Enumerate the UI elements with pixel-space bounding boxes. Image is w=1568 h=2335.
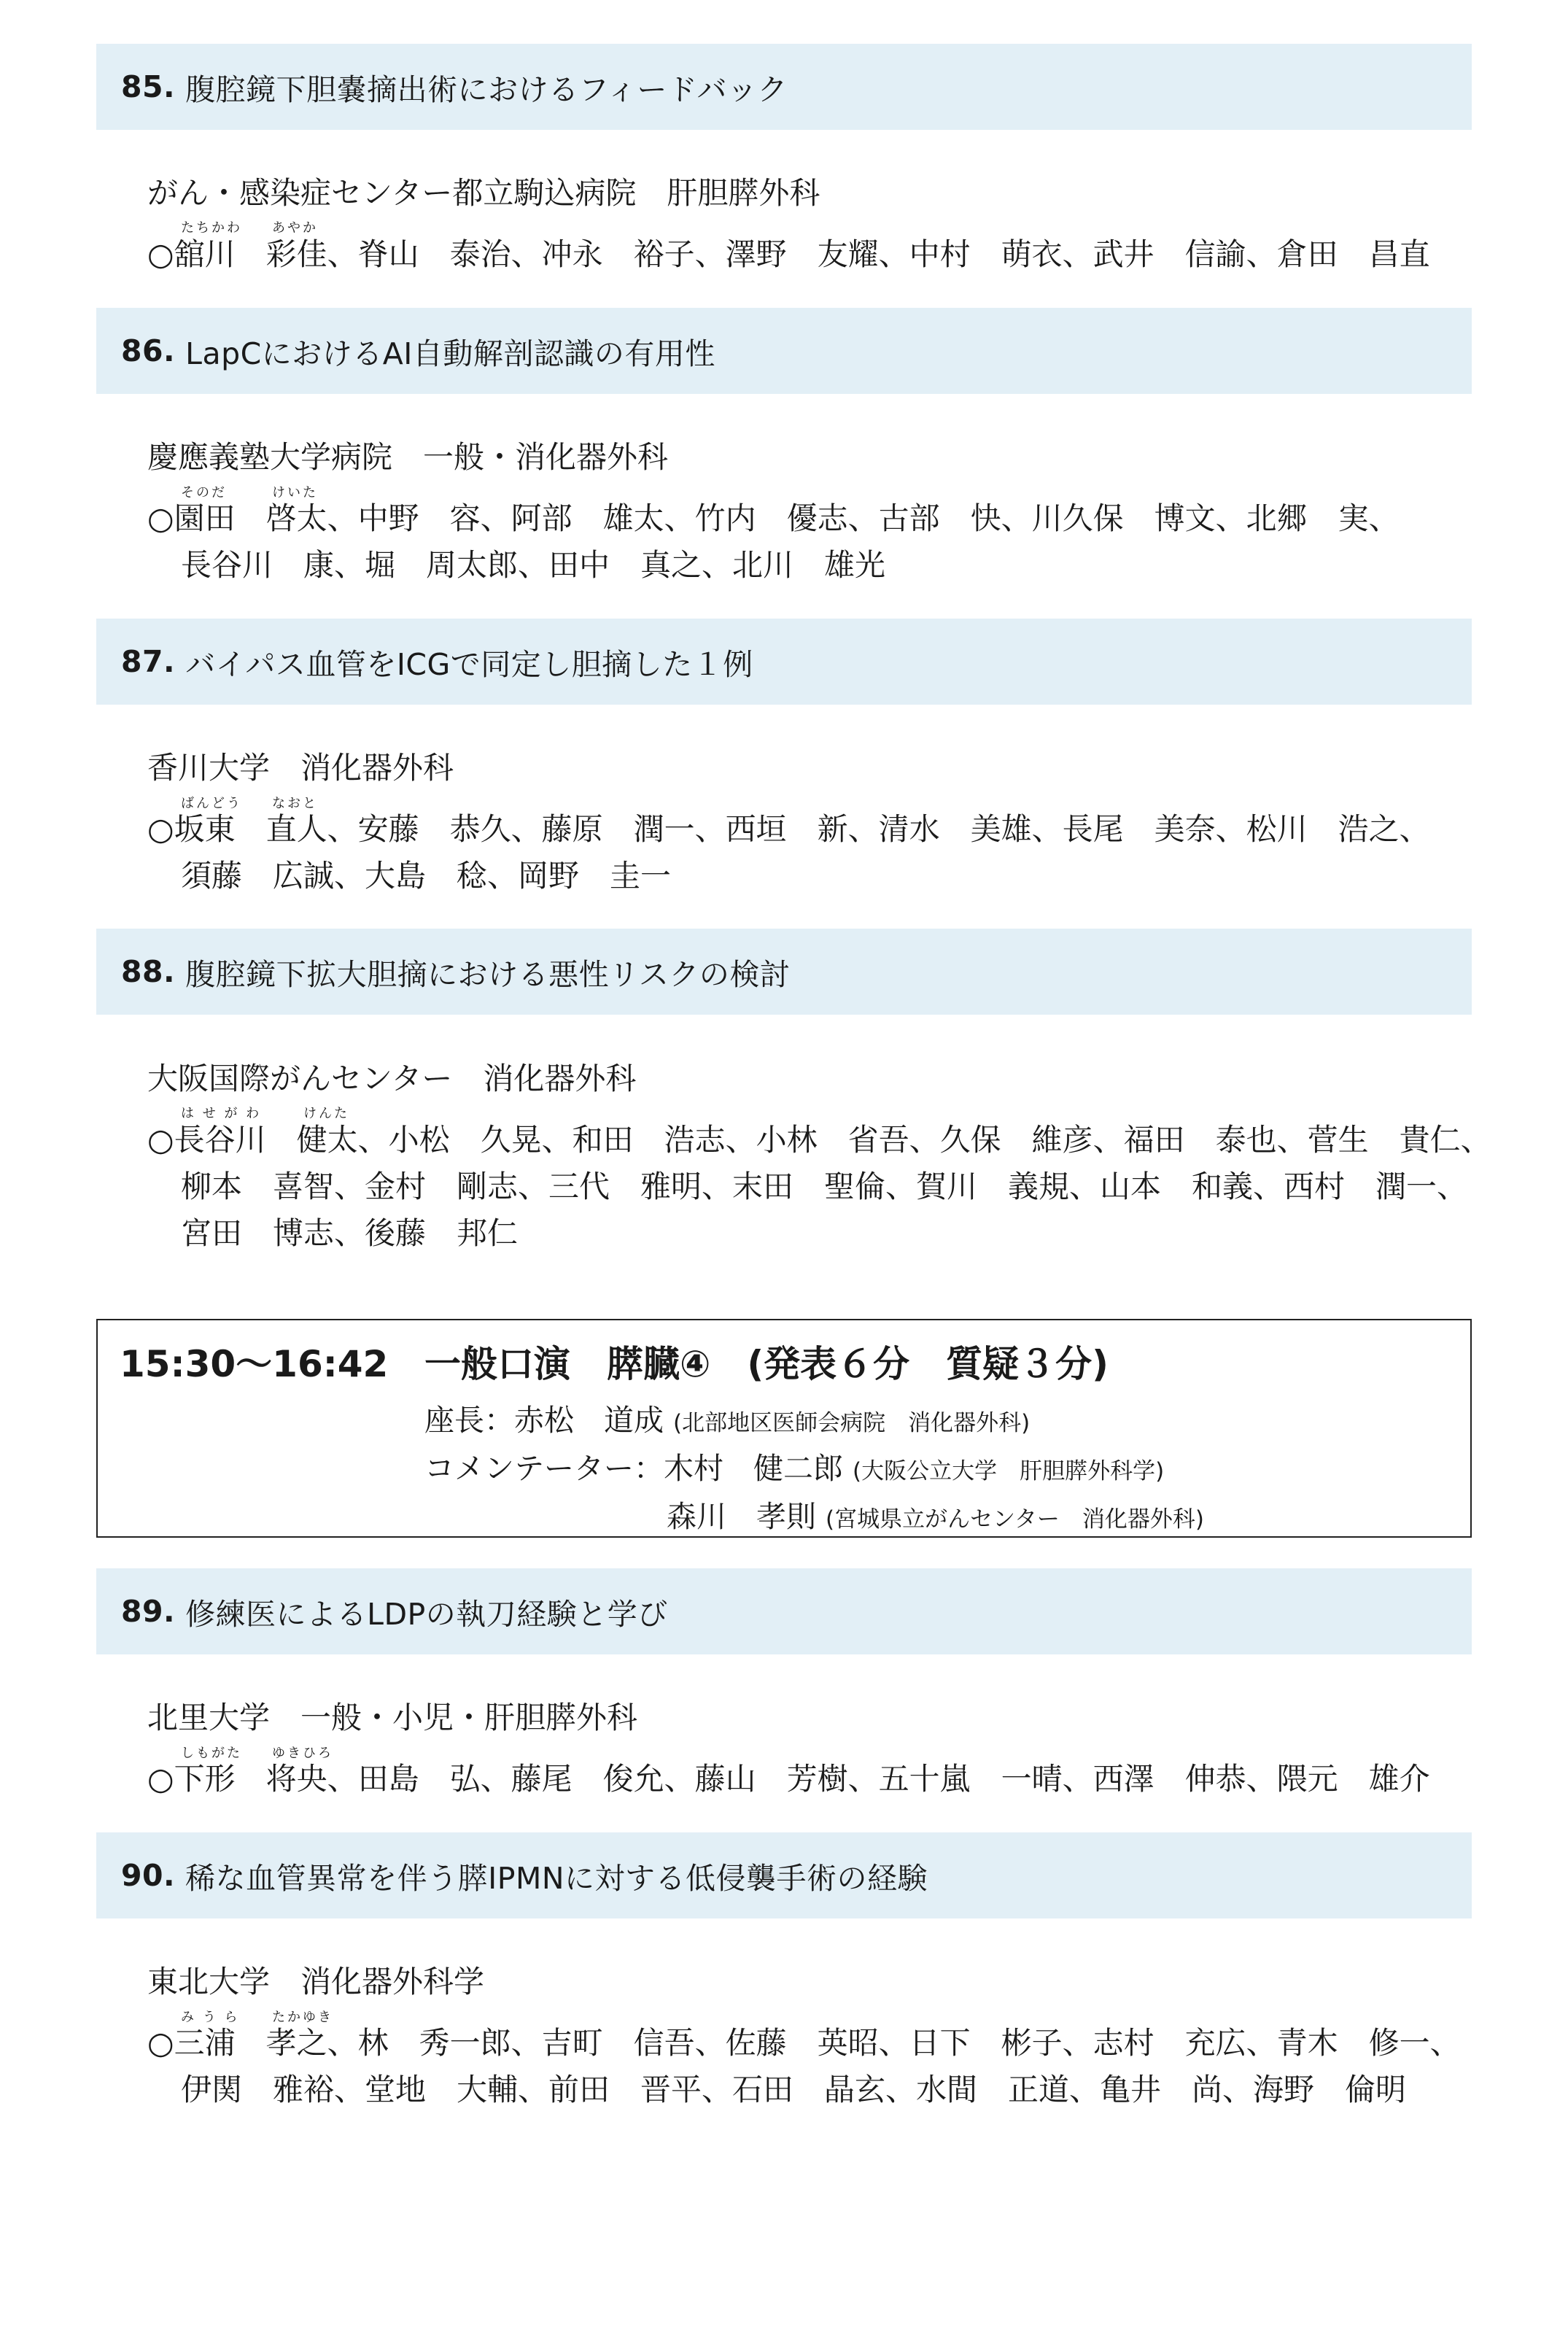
ruby-reading: は せ が わ bbox=[181, 1106, 262, 1121]
abstract-number: 88. bbox=[121, 954, 176, 989]
chair-affiliation: (北部地区医師会病院 消化器外科) bbox=[673, 1410, 1031, 1436]
author-line: 柳本 喜智、金村 剛志、三代 雅明、末田 聖倫、賀川 義規、山本 和義、西村 潤一、 bbox=[181, 1169, 1468, 1204]
affiliation: がん・感染症センター都立駒込病院 肝胆膵外科 bbox=[147, 175, 820, 211]
abstract-title-bar bbox=[96, 1568, 1472, 1654]
abstract-title-bar bbox=[96, 929, 1472, 1015]
author-line: ○舘川 彩佳、脊山 泰治、冲永 裕子、澤野 友耀、中村 萌衣、武井 信諭、倉田 昌直 bbox=[147, 236, 1430, 272]
abstract-title: 腹腔鏡下拡大胆摘における悪性リスクの検討 bbox=[185, 956, 791, 992]
abstract-number: 85. bbox=[121, 69, 176, 104]
chair-name: 赤松 道成 bbox=[514, 1403, 664, 1438]
ruby-reading: そのだ bbox=[181, 485, 227, 500]
abstract-title-bar bbox=[96, 44, 1472, 130]
author-line: ○下形 将央、田島 弘、藤尾 俊允、藤山 芳樹、五十嵐 一晴、西澤 伸恭、隈元 雄介 bbox=[147, 1761, 1430, 1797]
ruby-reading: あやか bbox=[272, 220, 318, 236]
chair-line bbox=[424, 1396, 1030, 1439]
ruby-reading: み う ら bbox=[181, 2010, 240, 2025]
commentator-name: 森川 孝則 bbox=[667, 1499, 816, 1534]
affiliation: 大阪国際がんセンター 消化器外科 bbox=[147, 1061, 637, 1096]
abstract-number: 87. bbox=[121, 644, 176, 679]
affiliation: 慶應義塾大学病院 一般・消化器外科 bbox=[147, 439, 669, 475]
session-box bbox=[96, 1319, 1472, 1538]
commentator-affiliation: (大阪公立大学 肝胆膵外科学) bbox=[853, 1458, 1165, 1484]
ruby-reading: ばんどう bbox=[181, 796, 242, 811]
abstract-title-bar bbox=[96, 308, 1472, 394]
abstract-title-bar bbox=[96, 619, 1472, 705]
abstract-number: 86. bbox=[121, 333, 176, 368]
author-line: 長谷川 康、堀 周太郎、田中 真之、北川 雄光 bbox=[181, 547, 886, 583]
author-line: ○三浦 孝之、林 秀一郎、吉町 信吾、佐藤 英昭、日下 彬子、志村 充広、青木 修一、 bbox=[147, 2025, 1461, 2061]
affiliation: 香川大学 消化器外科 bbox=[147, 750, 454, 786]
ruby-reading: ゆきひろ bbox=[272, 1746, 333, 1761]
abstract-number: 90. bbox=[121, 1858, 176, 1893]
affiliation: 北里大学 一般・小児・肝胆膵外科 bbox=[147, 1700, 638, 1735]
commentator-label: コメンテーター： bbox=[424, 1451, 664, 1486]
author-line: 伊関 雅裕、堂地 大輔、前田 晋平、石田 晶玄、水間 正道、亀井 尚、海野 倫明 bbox=[181, 2072, 1407, 2107]
commentator-affiliation: (宮城県立がんセンター 消化器外科) bbox=[826, 1506, 1204, 1533]
abstract-title: 修練医によるLDPの執刀経験と学び bbox=[185, 1596, 668, 1632]
affiliation: 東北大学 消化器外科学 bbox=[147, 1964, 485, 1999]
session-heading: 一般口演 膵臓④ (発表６分 質疑３分) bbox=[424, 1343, 1109, 1385]
session-time: 15:30～16:42 bbox=[120, 1343, 389, 1385]
ruby-reading: なおと bbox=[272, 796, 318, 811]
author-line: 須藤 広誠、大島 稔、岡野 圭一 bbox=[181, 858, 672, 894]
abstract-title: 腹腔鏡下胆嚢摘出術におけるフィードバック bbox=[185, 71, 788, 107]
commentator-line bbox=[424, 1444, 1164, 1487]
author-line: ○長谷川 健太、小松 久晃、和田 浩志、小林 省吾、久保 維彦、福田 泰也、菅生 貴仁、 bbox=[147, 1122, 1491, 1158]
chair-label: 座長： bbox=[424, 1403, 514, 1438]
abstract-title: バイパス血管をICGで同定し胆摘した１例 bbox=[185, 646, 753, 682]
commentator-name: 木村 健二郎 bbox=[664, 1451, 843, 1486]
ruby-reading: たかゆき bbox=[272, 2010, 333, 2025]
abstract-title: 稀な血管異常を伴う膵IPMNに対する低侵襲手術の経験 bbox=[185, 1860, 928, 1896]
abstract-number: 89. bbox=[121, 1594, 176, 1629]
author-line: 宮田 博志、後藤 邦仁 bbox=[181, 1215, 519, 1251]
author-line: ○坂東 直人、安藤 恭久、藤原 潤一、西垣 新、清水 美雄、長尾 美奈、松川 浩之、 bbox=[147, 811, 1430, 847]
abstract-title: LapCにおけるAI自動解剖認識の有用性 bbox=[185, 336, 715, 371]
abstract-title-bar bbox=[96, 1832, 1472, 1918]
author-line: ○園田 啓太、中野 容、阿部 雄太、竹内 優志、古部 快、川久保 博文、北郷 実、 bbox=[147, 500, 1400, 536]
ruby-reading: たちかわ bbox=[181, 220, 242, 236]
ruby-reading: けんた bbox=[303, 1106, 349, 1121]
ruby-reading: しもがた bbox=[181, 1746, 242, 1761]
commentator-line bbox=[667, 1492, 1204, 1536]
ruby-reading: けいた bbox=[272, 485, 318, 500]
